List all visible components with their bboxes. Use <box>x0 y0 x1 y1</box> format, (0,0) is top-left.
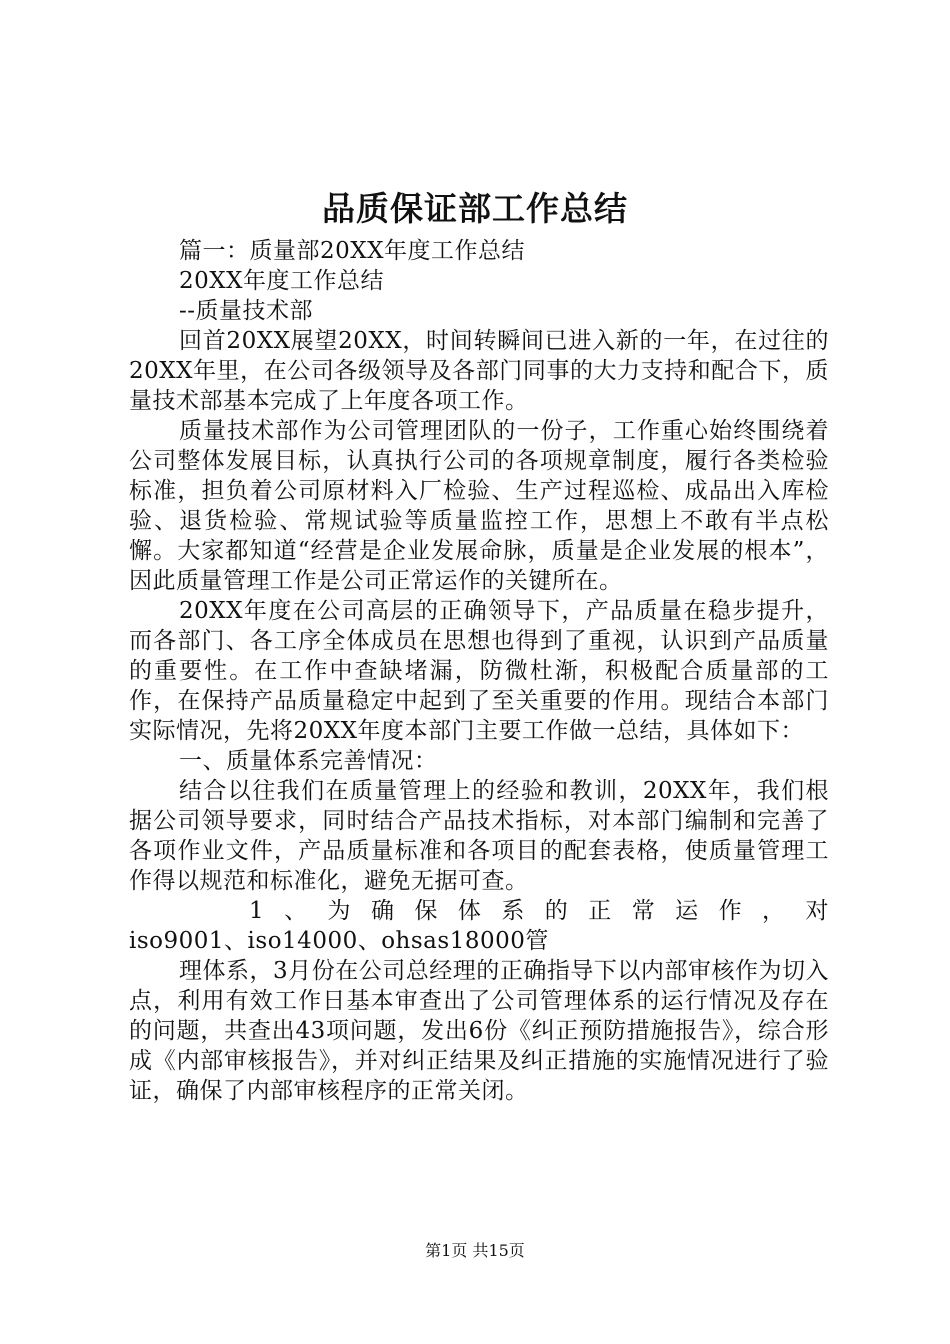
page-footer: 第1页 共15页 <box>425 1241 525 1260</box>
paragraph-summary: 20XX年度在公司高层的正确领导下，产品质量在稳步提升，而各部门、各工序全体成员在思想也得到了重视，认识到产品质量的重要性。在工作中查缺堵漏，防微杜渐，积极配合质量部的工作，在保持产品质量稳定中起到了至关重要的作用。现结合本部门实际情况，先将20XX年度本部门主要工作做一总结，具体如下： <box>129 598 829 744</box>
document-body <box>129 236 829 1106</box>
list-item-1-start: 1、为确保体系的正常运作，对 <box>249 898 829 924</box>
paragraph-intro: 回首20XX展望20XX，时间转瞬间已进入新的一年，在过往的20XX年里，在公司各级领导及各部门同事的大力支持和配合下，质量技术部基本完成了上年度各项工作。 <box>129 328 829 414</box>
subsection-heading: 一、质量体系完善情况： <box>179 748 438 774</box>
paragraph-role: 质量技术部作为公司管理团队的一份子，工作重心始终围绕着公司整体发展目标，认真执行公司的各项规章制度，履行各类检验标准，担负着公司原材料入厂检验、生产过程巡检、成品出入库检验、退货检验、常规试验等质量监控工作，思想上不敢有半点松懈。大家都知道“经营是企业发展命脉，质量是企业发展的根本”，因此质量管理工作是公司正常运作的关键所在。 <box>129 418 829 594</box>
paragraph-system: 结合以往我们在质量管理上的经验和教训，20XX年，我们根据公司领导要求，同时结合产品技术指标，对本部门编制和完善了各项作业文件，产品质量标准和各项目的配套表格，使质量管理工作得以规范和标准化，避免无据可查。 <box>129 778 829 894</box>
department-name: --质量技术部 <box>179 298 314 324</box>
section-heading: 篇一：质量部20XX年度工作总结 <box>179 238 526 264</box>
list-item-1-body: 理体系，3月份在公司总经理的正确指导下以内部审核作为切入点，利用有效工作日基本审查出了公司管理体系的运行情况及存在的问题，共查出43项问题，发出6份《纠正预防措施报告》，综合形成《内部审核报告》，并对纠正结果及纠正措施的实施情况进行了验证，确保了内部审核程序的正常关闭。 <box>129 958 829 1104</box>
list-item-1-standards: iso9001、iso14000、ohsas18000管 <box>129 928 549 954</box>
document-title: 品质保证部工作总结 <box>322 189 628 228</box>
report-title: 20XX年度工作总结 <box>179 268 385 294</box>
